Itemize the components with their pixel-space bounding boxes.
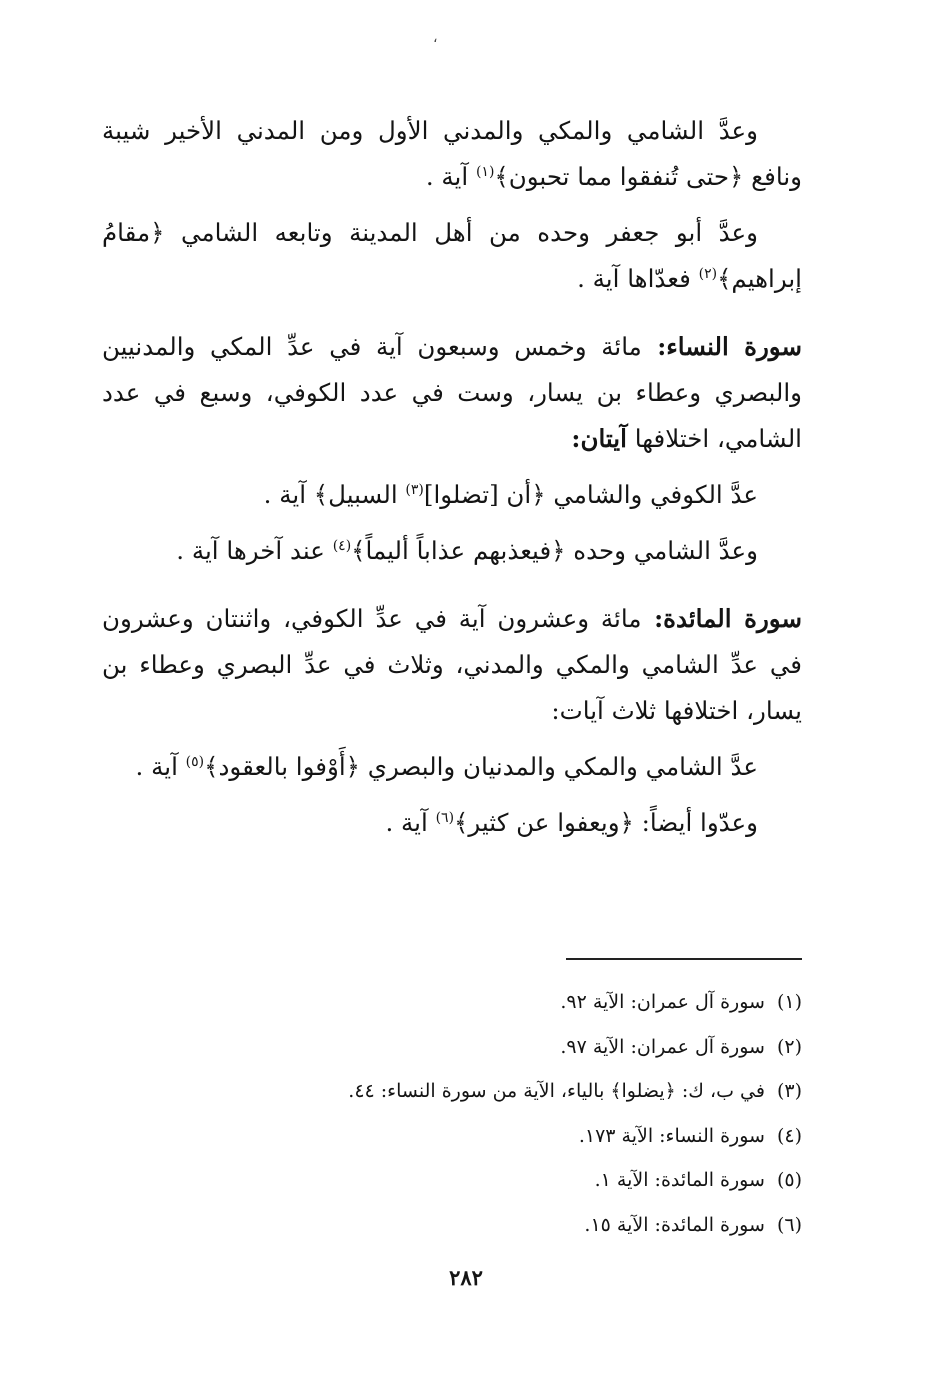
footnote-ref: (٦) bbox=[435, 809, 455, 826]
footnote-number: (١) bbox=[776, 991, 802, 1013]
footnote-text: في ب، ك: ﴿يضلوا﴾ بالياء، الآية من سورة النساء: ٤٤. bbox=[348, 1080, 765, 1103]
footnote-text: سورة المائدة: الآية ١٥. bbox=[584, 1213, 765, 1236]
text-run: السبيل﴾ آية . bbox=[263, 480, 406, 509]
footnote bbox=[102, 1158, 802, 1203]
footnote-number: (٤) bbox=[776, 1124, 802, 1147]
footnote-number: (٢) bbox=[776, 1035, 802, 1058]
text-run: مائة وعشرون آية في عدِّ الكوفي، واثنتان وعشرون في عدِّ الشامي والمكي والمدني، وثلاث في عدِّ البصري وعطاء بن يسار، اختلافها ثلاث آيات: bbox=[102, 604, 802, 725]
text-run: عدَّ الكوفي والشامي ﴿أن [تضلوا] bbox=[423, 480, 758, 509]
text-run: آية . bbox=[425, 162, 476, 191]
paragraph bbox=[102, 528, 802, 574]
footnote-separator bbox=[566, 958, 802, 960]
text-run: مائة وخمس وسبعون آية في عدِّ المكي والمدنيين والبصري وعطاء بن يسار، وست في عدد الكوفي، وسبع في عدد الشامي، اختلافها bbox=[102, 332, 802, 453]
footnote bbox=[102, 1203, 802, 1248]
footnote-text: سورة آل عمران: الآية ٩٧. bbox=[560, 1035, 765, 1058]
surah-heading: سورة النساء: bbox=[641, 332, 802, 361]
paragraph bbox=[102, 472, 802, 518]
footnote bbox=[102, 1069, 802, 1114]
footnote-ref: (٢) bbox=[698, 265, 718, 282]
text-run: عند آخرها آية . bbox=[176, 536, 333, 565]
text-run: آية . bbox=[135, 752, 186, 781]
footnote bbox=[102, 980, 802, 1025]
footnote-number: (٥) bbox=[776, 1169, 802, 1192]
text-run: وعدَّ الشامي والمكي والمدني الأول ومن المدني الأخير شيبة ونافع ﴿حتى تُنفقوا مما تحبون﴾ bbox=[102, 116, 802, 191]
text-run: عدَّ الشامي والمكي والمدنيان والبصري ﴿أَوْفوا بالعقود﴾ bbox=[204, 752, 758, 781]
surah-heading: آيتان: bbox=[571, 424, 627, 453]
footnote-text: سورة النساء: الآية ١٧٣. bbox=[578, 1124, 765, 1147]
footnote bbox=[102, 1025, 802, 1070]
text-run: وعدَّ أبو جعفر وحده من أهل المدينة وتابعه الشامي ﴿مقامُ إبراهيم﴾ bbox=[102, 218, 802, 293]
paragraph bbox=[102, 108, 802, 200]
text-run: فعدّاها آية . bbox=[577, 264, 699, 293]
page-number: ٢٨٢ bbox=[449, 1265, 483, 1290]
paragraph bbox=[102, 596, 802, 734]
footnote-number: (٣) bbox=[776, 1080, 802, 1103]
text-run: وعدَّ الشامي وحده ﴿فيعذبهم عذاباً أليماً﴾ bbox=[351, 536, 758, 565]
footnote-ref: (٣) bbox=[405, 481, 424, 498]
main-text bbox=[102, 108, 802, 856]
top-mark: ، bbox=[433, 30, 438, 46]
footnote-text: سورة المائدة: الآية ١. bbox=[594, 1169, 765, 1192]
text-run: آية . bbox=[385, 808, 436, 837]
footnote-ref: (١) bbox=[475, 163, 495, 180]
text-run: وعدّوا أيضاً: ﴿ويعفوا عن كثير﴾ bbox=[454, 808, 758, 837]
paragraph bbox=[102, 744, 802, 790]
paragraph bbox=[102, 800, 802, 846]
footnotes bbox=[102, 980, 802, 1248]
paragraph bbox=[102, 210, 802, 302]
footnote-number: (٦) bbox=[776, 1213, 802, 1236]
footnote-ref: (٥) bbox=[185, 753, 205, 770]
footnote-ref: (٤) bbox=[332, 537, 352, 554]
footnote-text: سورة آل عمران: الآية ٩٢. bbox=[560, 991, 765, 1013]
paragraph bbox=[102, 324, 802, 462]
footnote bbox=[102, 1114, 802, 1159]
surah-heading: سورة المائدة: bbox=[641, 604, 802, 633]
